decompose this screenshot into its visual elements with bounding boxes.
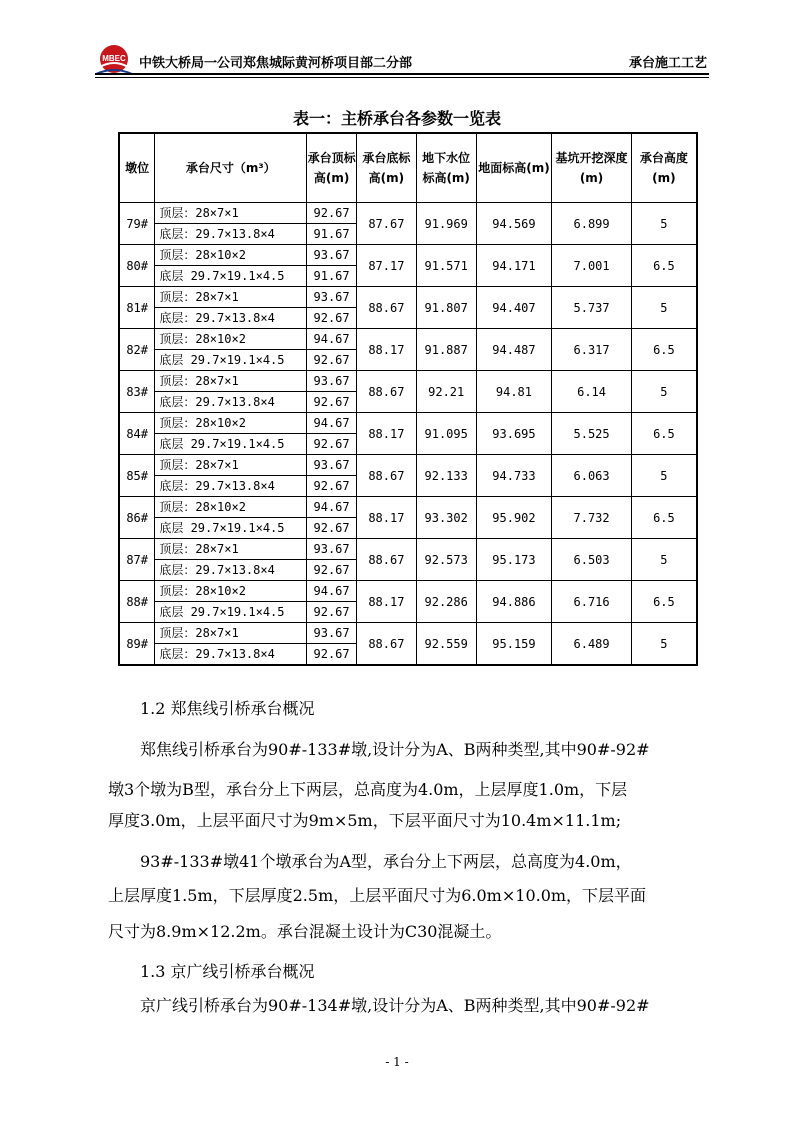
top-elev-cell: 93.67: [307, 623, 357, 644]
dim-top-cell: 顶层：28×7×1: [155, 455, 307, 476]
excavation-depth-cell: 6.899: [552, 203, 632, 245]
pier-cell: 81#: [119, 287, 155, 329]
bottom-elev-cell: 88.67: [357, 623, 417, 666]
table-row: [119, 245, 697, 266]
header-rule: [95, 73, 709, 75]
section-heading: 1.3 京广线引桥承台概况: [140, 962, 315, 981]
page-header: [95, 44, 707, 72]
cap-height-cell: 6.5: [631, 581, 697, 623]
dim-bottom-cell: 底层：29.7×13.8×4: [155, 560, 307, 581]
top-elev-cell: 93.67: [307, 455, 357, 476]
header-doc-title: 承台施工工艺: [628, 56, 707, 71]
dim-bottom-cell: 底层 29.7×19.1×4.5: [155, 518, 307, 539]
section-heading: 1.2 郑焦线引桥承台概况: [140, 699, 315, 718]
paragraph-line: 尺寸为8.9m×12.2m。承台混凝土设计为C30混凝土。: [108, 922, 502, 941]
dim-top-cell: 顶层：28×10×2: [155, 413, 307, 434]
ground-elev-cell: 94.569: [476, 203, 552, 245]
cap-height-cell: 5: [631, 623, 697, 666]
dim-bottom-cell: 底层：29.7×13.8×4: [155, 224, 307, 245]
top-elev-cell: 93.67: [307, 371, 357, 392]
bottom-elev-cell: 88.67: [357, 539, 417, 581]
table-row: [119, 203, 697, 224]
top-elev-cell: 92.67: [307, 203, 357, 224]
water-level-cell: 91.095: [416, 413, 476, 455]
bottom-elev-cell: 87.67: [357, 203, 417, 245]
top-elev-cell: 94.67: [307, 413, 357, 434]
water-level-cell: 92.573: [416, 539, 476, 581]
excavation-depth-cell: 6.317: [552, 329, 632, 371]
table-row: [119, 581, 697, 602]
col-depth: 基坑开挖深度(m): [552, 133, 632, 203]
dim-top-cell: 顶层：28×7×1: [155, 203, 307, 224]
top-elev-cell: 91.67: [307, 266, 357, 287]
col-top: 承台顶标高(m): [307, 133, 357, 203]
pier-cell: 80#: [119, 245, 155, 287]
ground-elev-cell: 94.733: [476, 455, 552, 497]
dim-bottom-cell: 底层：29.7×13.8×4: [155, 392, 307, 413]
dim-top-cell: 顶层：28×7×1: [155, 539, 307, 560]
ground-elev-cell: 94.886: [476, 581, 552, 623]
pier-cell: 87#: [119, 539, 155, 581]
table-row: [119, 329, 697, 350]
dim-bottom-cell: 底层：29.7×13.8×4: [155, 644, 307, 666]
water-level-cell: 91.571: [416, 245, 476, 287]
cap-height-cell: 5: [631, 203, 697, 245]
dim-top-cell: 顶层：28×10×2: [155, 581, 307, 602]
table-row: [119, 413, 697, 434]
paragraph-line: 郑焦线引桥承台为90#-133#墩,设计分为A、B两种类型,其中90#-92#: [140, 740, 650, 759]
top-elev-cell: 91.67: [307, 224, 357, 245]
top-elev-cell: 92.67: [307, 476, 357, 497]
top-elev-cell: 92.67: [307, 644, 357, 666]
dim-top-cell: 顶层：28×7×1: [155, 371, 307, 392]
dim-bottom-cell: 底层：29.7×13.8×4: [155, 476, 307, 497]
ground-elev-cell: 95.159: [476, 623, 552, 666]
water-level-cell: 91.807: [416, 287, 476, 329]
top-elev-cell: 92.67: [307, 350, 357, 371]
excavation-depth-cell: 6.489: [552, 623, 632, 666]
ground-elev-cell: 94.81: [476, 371, 552, 413]
header-org: 中铁大桥局一公司郑焦城际黄河桥项目部二分部: [139, 56, 413, 71]
bottom-elev-cell: 88.17: [357, 497, 417, 539]
pier-cell: 88#: [119, 581, 155, 623]
col-ground: 地面标高(m): [476, 133, 552, 203]
excavation-depth-cell: 5.737: [552, 287, 632, 329]
bottom-elev-cell: 88.67: [357, 371, 417, 413]
excavation-depth-cell: 7.001: [552, 245, 632, 287]
water-level-cell: 91.887: [416, 329, 476, 371]
col-water: 地下水位标高(m): [416, 133, 476, 203]
cap-height-cell: 6.5: [631, 245, 697, 287]
excavation-depth-cell: 6.14: [552, 371, 632, 413]
top-elev-cell: 92.67: [307, 602, 357, 623]
top-elev-cell: 92.67: [307, 434, 357, 455]
water-level-cell: 91.969: [416, 203, 476, 245]
water-level-cell: 92.133: [416, 455, 476, 497]
top-elev-cell: 93.67: [307, 287, 357, 308]
table-title: 表一：主桥承台各参数一览表: [292, 109, 501, 128]
water-level-cell: 93.302: [416, 497, 476, 539]
dim-top-cell: 顶层：28×10×2: [155, 497, 307, 518]
cap-height-cell: 5: [631, 287, 697, 329]
top-elev-cell: 92.67: [307, 308, 357, 329]
ground-elev-cell: 94.487: [476, 329, 552, 371]
dim-bottom-cell: 底层：29.7×13.8×4: [155, 308, 307, 329]
params-table: [118, 132, 698, 666]
col-bottom: 承台底标高(m): [357, 133, 417, 203]
water-level-cell: 92.559: [416, 623, 476, 666]
pier-cell: 79#: [119, 203, 155, 245]
bottom-elev-cell: 88.67: [357, 287, 417, 329]
col-size: 承台尺寸（m³）: [155, 133, 307, 203]
table-row: [119, 539, 697, 560]
table-row: [119, 371, 697, 392]
paragraph-line: 京广线引桥承台为90#-134#墩,设计分为A、B两种类型,其中90#-92#: [140, 996, 650, 1015]
cap-height-cell: 6.5: [631, 329, 697, 371]
logo-text: MBEC: [102, 54, 126, 63]
pier-cell: 82#: [119, 329, 155, 371]
top-elev-cell: 92.67: [307, 392, 357, 413]
col-height: 承台高度(m): [631, 133, 697, 203]
bottom-elev-cell: 88.17: [357, 413, 417, 455]
table-header-row: [119, 133, 697, 203]
water-level-cell: 92.21: [416, 371, 476, 413]
ground-elev-cell: 95.173: [476, 539, 552, 581]
table-row: [119, 623, 697, 644]
cap-height-cell: 6.5: [631, 413, 697, 455]
dim-bottom-cell: 底层 29.7×19.1×4.5: [155, 266, 307, 287]
dim-top-cell: 顶层：28×10×2: [155, 329, 307, 350]
pier-cell: 83#: [119, 371, 155, 413]
dim-top-cell: 顶层：28×7×1: [155, 287, 307, 308]
table-row: [119, 455, 697, 476]
excavation-depth-cell: 6.063: [552, 455, 632, 497]
excavation-depth-cell: 5.525: [552, 413, 632, 455]
cap-height-cell: 5: [631, 455, 697, 497]
cap-height-cell: 5: [631, 539, 697, 581]
top-elev-cell: 94.67: [307, 329, 357, 350]
dim-top-cell: 顶层：28×7×1: [155, 623, 307, 644]
table-body: [119, 203, 697, 666]
bottom-elev-cell: 88.17: [357, 581, 417, 623]
bottom-elev-cell: 87.17: [357, 245, 417, 287]
table-row: [119, 287, 697, 308]
paragraph-line: 93#-133#墩41个墩承台为A型，承台分上下两层，总高度为4.0m，: [140, 852, 632, 871]
ground-elev-cell: 95.902: [476, 497, 552, 539]
bottom-elev-cell: 88.67: [357, 455, 417, 497]
ground-elev-cell: 93.695: [476, 413, 552, 455]
dim-bottom-cell: 底层 29.7×19.1×4.5: [155, 434, 307, 455]
cap-height-cell: 5: [631, 371, 697, 413]
table-row: [119, 497, 697, 518]
top-elev-cell: 94.67: [307, 581, 357, 602]
top-elev-cell: 92.67: [307, 518, 357, 539]
ground-elev-cell: 94.407: [476, 287, 552, 329]
paragraph-line: 厚度3.0m，上层平面尺寸为9m×5m，下层平面尺寸为10.4m×11.1m;: [108, 811, 622, 830]
bottom-elev-cell: 88.17: [357, 329, 417, 371]
top-elev-cell: 92.67: [307, 560, 357, 581]
pier-cell: 89#: [119, 623, 155, 666]
pier-cell: 84#: [119, 413, 155, 455]
pier-cell: 85#: [119, 455, 155, 497]
dim-bottom-cell: 底层 29.7×19.1×4.5: [155, 350, 307, 371]
excavation-depth-cell: 7.732: [552, 497, 632, 539]
paragraph-line: 墩3个墩为B型，承台分上下两层，总高度为4.0m，上层厚度1.0m，下层: [108, 780, 628, 799]
top-elev-cell: 93.67: [307, 539, 357, 560]
water-level-cell: 92.286: [416, 581, 476, 623]
header-rule-thin: [95, 77, 709, 78]
pier-cell: 86#: [119, 497, 155, 539]
top-elev-cell: 94.67: [307, 497, 357, 518]
cap-height-cell: 6.5: [631, 497, 697, 539]
dim-bottom-cell: 底层 29.7×19.1×4.5: [155, 602, 307, 623]
excavation-depth-cell: 6.716: [552, 581, 632, 623]
col-pier: 墩位: [119, 133, 155, 203]
excavation-depth-cell: 6.503: [552, 539, 632, 581]
dim-top-cell: 顶层：28×10×2: [155, 245, 307, 266]
page-number: - 1 -: [385, 1055, 409, 1069]
top-elev-cell: 93.67: [307, 245, 357, 266]
ground-elev-cell: 94.171: [476, 245, 552, 287]
paragraph-line: 上层厚度1.5m，下层厚度2.5m，上层平面尺寸为6.0m×10.0m，下层平面: [108, 886, 647, 905]
